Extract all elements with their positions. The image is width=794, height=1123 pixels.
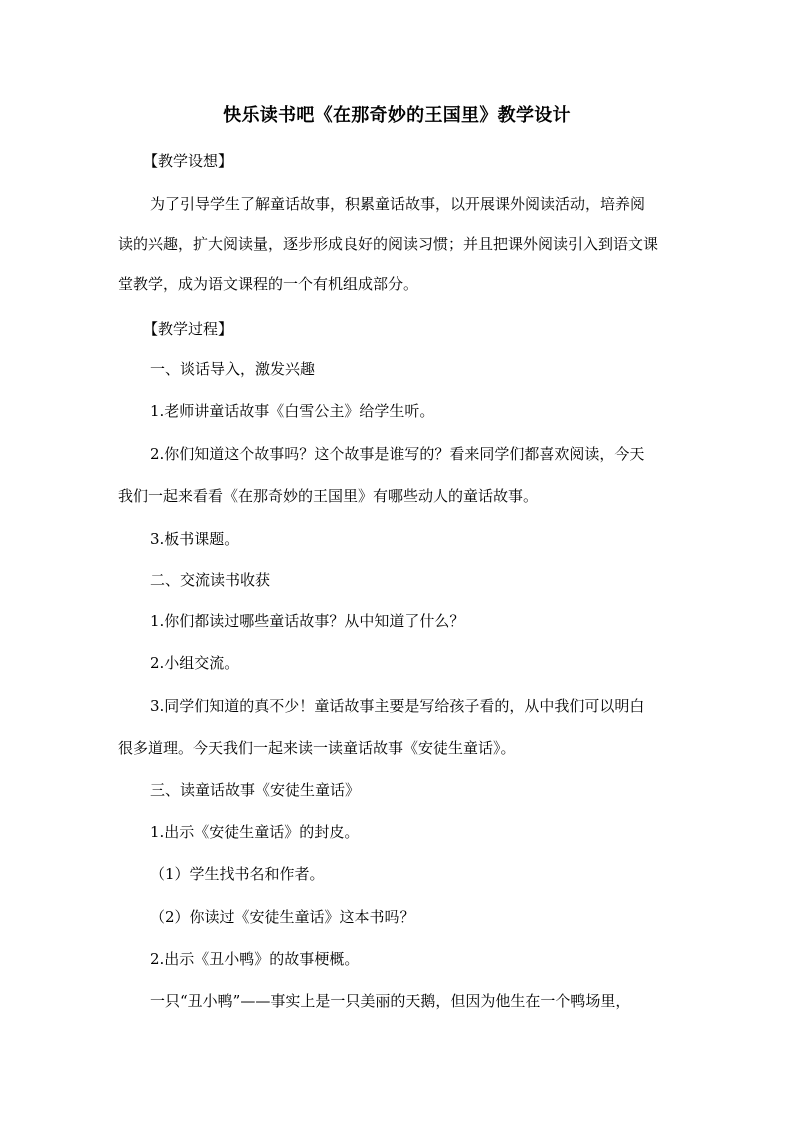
paragraph-line: 1.老师讲童话故事《白雪公主》给学生听。 bbox=[150, 402, 435, 420]
paragraph-line: 3.板书课题。 bbox=[150, 530, 240, 548]
part-heading: 一、谈话导入，激发兴趣 bbox=[150, 360, 316, 378]
paragraph-line: 一只“丑小鸭”——事实上是一只美丽的天鹅，但因为他生在一个鸭场里， bbox=[150, 992, 631, 1010]
paragraph-line: 1.你们都读过哪些童话故事？从中知道了什么？ bbox=[150, 612, 465, 630]
paragraph-line: 读的兴趣，扩大阅读量，逐步形成良好的阅读习惯；并且把课外阅读引入到语文课 bbox=[118, 235, 659, 253]
paragraph-line: 1.出示《安徒生童话》的封皮。 bbox=[150, 823, 360, 841]
paragraph-line: 2.小组交流。 bbox=[150, 654, 240, 672]
paragraph-line: （1）学生找书名和作者。 bbox=[150, 865, 325, 883]
paragraph-line: 2.出示《丑小鸭》的故事梗概。 bbox=[150, 950, 360, 968]
paragraph-line: 2.你们知道这个故事吗？这个故事是谁写的？看来同学们都喜欢阅读，今天 bbox=[150, 445, 645, 463]
section-heading-idea: 【教学设想】 bbox=[143, 152, 234, 170]
section-heading-process: 【教学过程】 bbox=[143, 320, 234, 338]
part-heading: 二、交流读书收获 bbox=[150, 571, 271, 589]
paragraph-line: 为了引导学生了解童话故事，积累童话故事，以开展课外阅读活动，培养阅 bbox=[150, 195, 646, 213]
paragraph-line: 3.同学们知道的真不少！童话故事主要是写给孩子看的，从中我们可以明白 bbox=[150, 697, 645, 715]
document-title: 快乐读书吧《在那奇妙的王国里》教学设计 bbox=[223, 105, 571, 126]
paragraph-line: （2）你读过《安徒生童话》这本书吗？ bbox=[150, 908, 415, 926]
paragraph-line: 我们一起来看看《在那奇妙的王国里》有哪些动人的童话故事。 bbox=[118, 487, 539, 505]
paragraph-line: 堂教学，成为语文课程的一个有机组成部分。 bbox=[118, 275, 419, 293]
part-heading: 三、读童话故事《安徒生童话》 bbox=[150, 781, 361, 799]
paragraph-line: 很多道理。今天我们一起来读一读童话故事《安徒生童话》。 bbox=[118, 739, 516, 757]
